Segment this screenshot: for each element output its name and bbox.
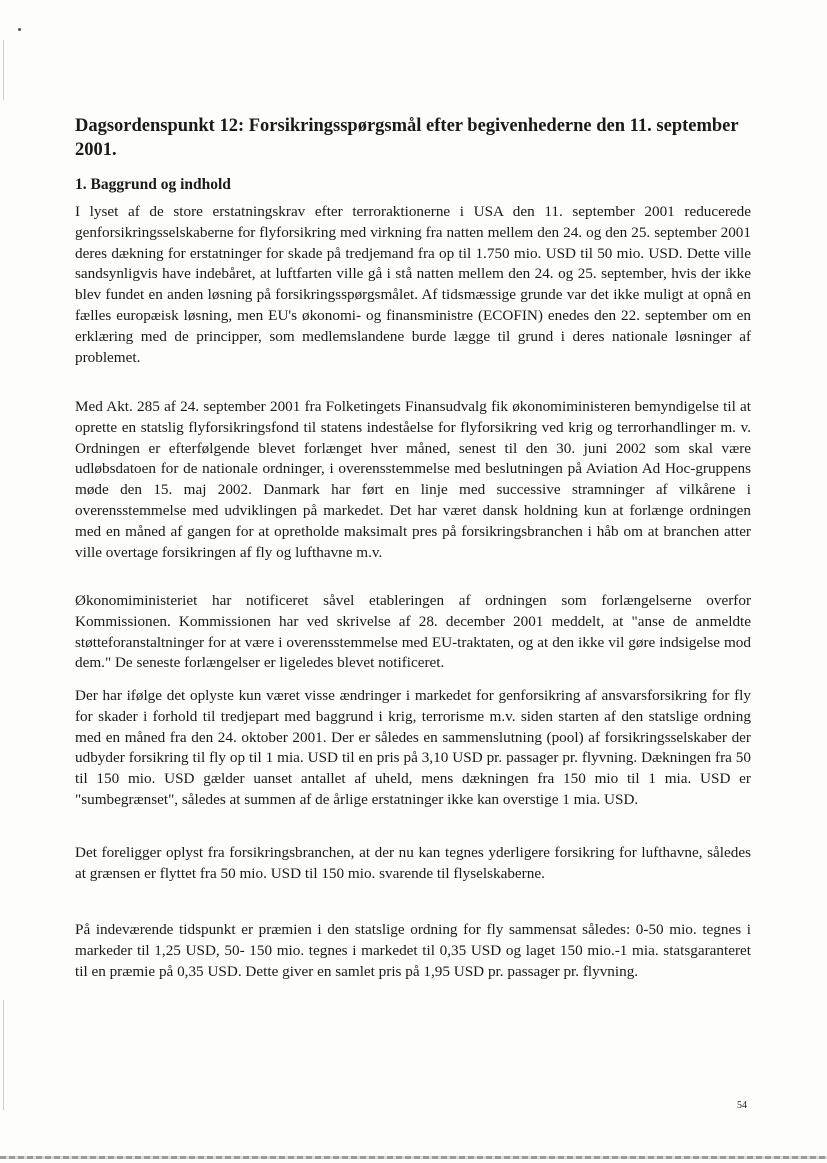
agenda-item-title: Dagsordenspunkt 12: Forsikringsspørgsmål efter begivenhederne den 11. september 2001. [75, 116, 739, 160]
body-paragraph: Med Akt. 285 af 24. september 2001 fra Folketingets Finansudvalg fik økonomiministeren bemyndigelse til at oprette en statslig flyforsikringsfond til statens indeståelse for flyforsikring ved krig og terrorhandlinger m. v. Ordningen er efterfølgende blevet forlænget hver måned, senest til den 30. juni 2002 som skal være udløbsdatoen for de nationale ordninger, i overensstemmelse med beslutningen på Aviation Ad Hoc-gruppens møde den 15. maj 2002. Danmark har ført en linje med successive stramninger af vilkårene i overensstemmelse med udviklingen på markedet. Det har været dansk holdning kun at forlænge ordningen med en måned af gangen for at opretholde maksimalt pres på forsikringsbranchen i håb om at branchen atter ville overtage forsikringen af fly og lufthavne m.v. [75, 398, 751, 561]
body-paragraph: Økonomiministeriet har notificeret såvel etableringen af ordningen som forlængelserne overfor Kommissionen. Kommissionen har ved skrivelse af 28. december 2001 meddelt, at "anse de anmeldte støtteforanstaltninger for at være i overensstemmelse med EU-traktaten, og at den ikke vil gøre indsigelse mod dem." De seneste forlængelser er ligeledes blevet notificeret. [75, 592, 751, 672]
body-paragraph: I lyset af de store erstatningskrav efter terroraktionerne i USA den 11. september 2001 reducerede genforsikringsselskaberne for flyforsikring med virkning fra natten mellem den 24. og den 25. september 2001 deres dækning for erstatninger for skade på tredjemand fra op til 1.750 mio. USD til 50 mio. USD. Dette ville sandsynligvis have indebåret, at luftfarten ville gå i stå natten mellem den 24. og 25. september, hvis der ikke blev fundet en anden løsning på forsikringsspørgsmålet. Af tidsmæssige grunde var det ikke muligt at opnå en fælles europæisk løsning, men EU's økonomi- og finansministre (ECOFIN) enedes den 22. september om en erklæring med de principper, som medlemslandene burde lægge til grund i deres nationale løsninger af problemet. [75, 203, 751, 366]
page-number: 54 [737, 1100, 747, 1111]
scan-bottom-edge [0, 1156, 827, 1159]
scan-speck [18, 28, 21, 31]
body-paragraph: Det foreligger oplyst fra forsikringsbranchen, at der nu kan tegnes yderligere forsikring for lufthavne, således at grænsen er flyttet fra 50 mio. USD til 150 mio. svarende til flyselskaberne. [75, 844, 751, 882]
scan-margin-line [3, 40, 4, 100]
scan-margin-line [3, 1000, 4, 1110]
body-paragraph: Der har ifølge det oplyste kun været visse ændringer i markedet for genforsikring af ansvarsforsikring for fly for skader i forhold til tredjepart med baggrund i krig, terrorisme m.v. siden starten af den statslige ordning med en måned fra den 24. oktober 2001. Der er således en sammenslutning (pool) af forsikringsselskaber der udbyder forsikring til fly op til 1 mia. USD til en pris på 3,10 USD pr. passager pr. flyvning. Dækningen fra 50 til 150 mio. USD gælder uanset antallet af uheld, mens dækningen fra 150 mio til 1 mia. USD er "sumbegrænset", således at summen af de årlige erstatninger ikke kan overstige 1 mia. USD. [75, 687, 751, 808]
section-heading: 1. Baggrund og indhold [75, 176, 231, 193]
body-paragraph: På indeværende tidspunkt er præmien i den statslige ordning for fly sammensat således: 0-50 mio. tegnes i markeder til 1,25 USD, 50- 150 mio. tegnes i markedet til 0,35 USD og laget 150 mio.-1 mia. statsgaranteret til en præmie på 0,35 USD. Dette giver en samlet pris på 1,95 USD pr. passager pr. flyvning. [75, 921, 751, 980]
